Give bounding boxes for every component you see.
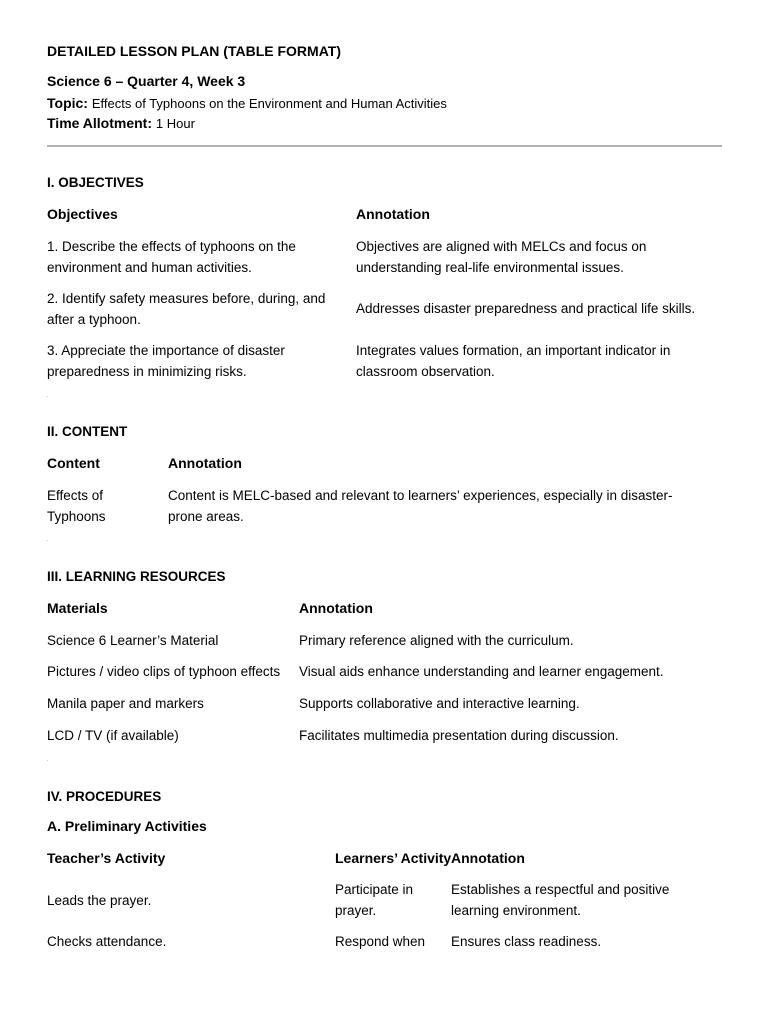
table-end-mark	[47, 540, 48, 541]
content-annotation-cell: Content is MELC-based and relevant to learners’ experiences, especially in disaster-prone areas.	[168, 488, 673, 524]
procedures-header-learners: Learners’ Activity	[335, 850, 452, 866]
table-end-mark	[47, 760, 48, 761]
preliminary-activities-subtitle: A. Preliminary Activities	[47, 818, 207, 834]
material-cell: Manila paper and markers	[47, 696, 204, 711]
learners-activity-cell: Respond when	[335, 934, 426, 949]
content-cell: Effects of Typhoons	[47, 488, 106, 524]
procedures-header-annotation: Annotation	[451, 850, 525, 866]
procedures-section-title: IV. PROCEDURES	[47, 789, 162, 804]
objectives-header-objectives: Objectives	[47, 206, 118, 222]
time-allotment-line	[47, 115, 195, 131]
teacher-activity-cell: Checks attendance.	[47, 934, 167, 949]
time-allotment-label: Time Allotment:	[47, 115, 153, 131]
material-cell: Pictures / video clips of typhoon effects	[47, 664, 281, 679]
objective-cell: 1. Describe the effects of typhoons on the environment and human activities.	[47, 239, 296, 275]
material-annotation-cell: Supports collaborative and interactive learning.	[299, 696, 580, 711]
learning-resources-section-title: III. LEARNING RESOURCES	[47, 569, 226, 584]
resources-header-materials: Materials	[47, 600, 108, 616]
time-allotment-value: 1 Hour	[155, 116, 195, 131]
learners-activity-cell: Participate in prayer.	[335, 882, 414, 918]
teacher-activity-cell: Leads the prayer.	[47, 893, 152, 908]
material-cell: Science 6 Learner’s Material	[47, 633, 219, 648]
topic-value: Effects of Typhoons on the Environment and Human Activities	[91, 96, 447, 111]
objectives-section-title: I. OBJECTIVES	[47, 175, 144, 190]
material-cell: LCD / TV (if available)	[47, 728, 179, 743]
procedures-header-teacher: Teacher’s Activity	[47, 850, 166, 866]
resources-header-annotation: Annotation	[299, 600, 373, 616]
material-annotation-cell: Visual aids enhance understanding and learner engagement.	[299, 664, 664, 679]
procedure-annotation-cell: Ensures class readiness.	[451, 934, 602, 949]
objective-cell: 2. Identify safety measures before, during, and after a typhoon.	[47, 291, 326, 327]
subject-line: Science 6 – Quarter 4, Week 3	[47, 73, 246, 89]
objective-annotation-cell: Objectives are aligned with MELCs and focus on understanding real-life environmental issues.	[356, 239, 647, 275]
document-title: DETAILED LESSON PLAN (TABLE FORMAT)	[47, 43, 341, 59]
objectives-header-annotation: Annotation	[356, 206, 430, 222]
content-section-title: II. CONTENT	[47, 424, 128, 439]
procedure-annotation-cell: Establishes a respectful and positive learning environment.	[451, 882, 670, 918]
content-header-annotation: Annotation	[168, 455, 242, 471]
material-annotation-cell: Primary reference aligned with the curriculum.	[299, 633, 574, 648]
objective-annotation-cell: Integrates values formation, an important indicator in classroom observation.	[356, 343, 671, 379]
header-divider	[47, 145, 722, 147]
topic-label: Topic:	[47, 95, 88, 111]
content-header-content: Content	[47, 455, 100, 471]
material-annotation-cell: Facilitates multimedia presentation during discussion.	[299, 728, 619, 743]
objective-cell: 3. Appreciate the importance of disaster preparedness in minimizing risks.	[47, 343, 285, 379]
objective-annotation-cell: Addresses disaster preparedness and practical life skills.	[356, 301, 696, 316]
table-end-mark	[47, 396, 48, 397]
topic-line	[47, 95, 447, 111]
